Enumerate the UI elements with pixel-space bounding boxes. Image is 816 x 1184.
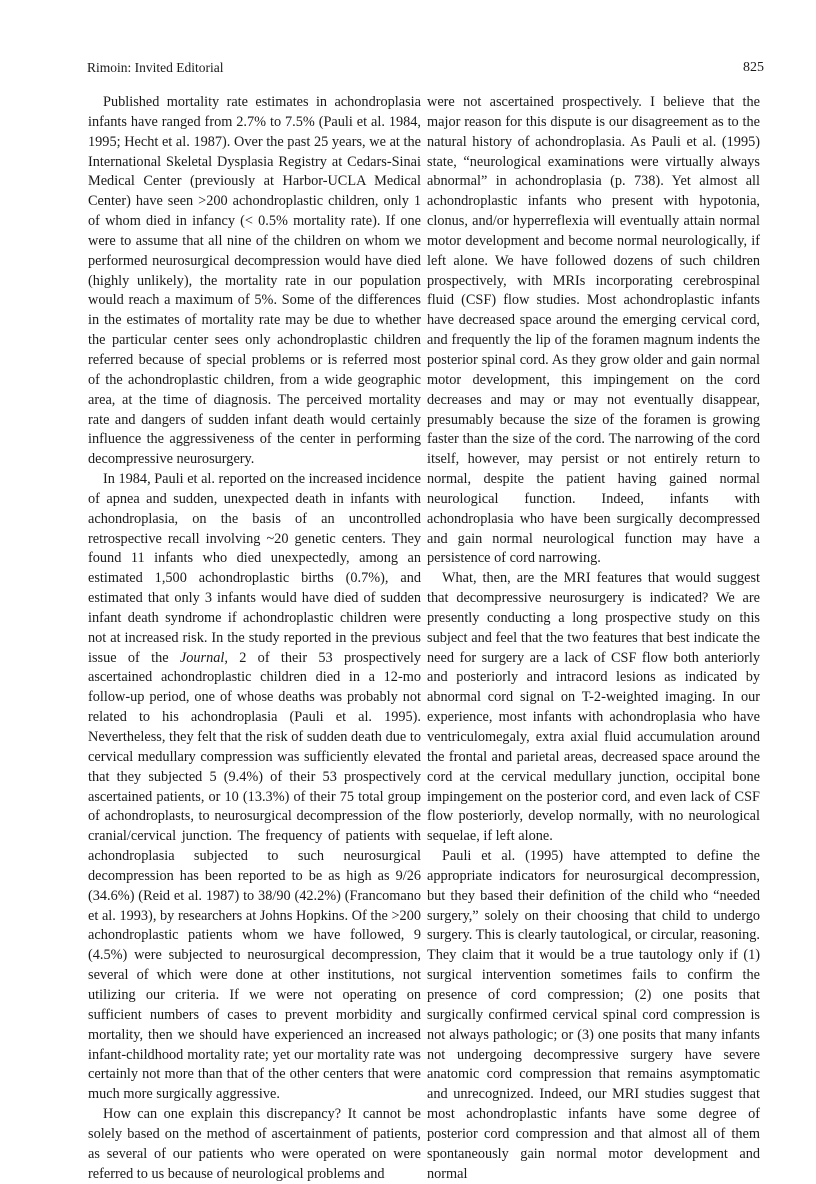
paragraph-mortality-estimates: Published mortality rate estimates in achondroplasia infants have ranged from 2.7% to 7.5% (Pauli et al. 1984, 1995; Hecht et al. 1987). Over the past 25 years, we at the International Skeletal Dysplasia Registry at Cedars-Sinai Medical Center (previously at Harbor-UCLA Medical Center) have seen >200 achondroplastic children, only 1 of whom died in infancy (< 0.5% mortality rate). If one were to assume that all nine of the children on whom we performed neurosurgical decompression would have died (highly unlikely), the mortality rate in our population would reach a maximum of 5%. Some of the differences in the estimates of mortality rate may be due to whether the particular center sees only achondroplastic children referred because of special problems or is referred most of the achondroplastic children, from a wide geographic area, at the time of diagnosis. The perceived mortality rate and dangers of sudden infant death would certainly influence the aggressiveness of the center in performing decompressive neurosurgery. (88, 94, 421, 468)
paragraph-mri-features: What, then, are the MRI features that would suggest that decompressive neurosurgery is indicated? We are presently conducting a long prospective study on this subject and feel that the two features that best indicate the need for surgery are a lack of CSF flow both anteriorly and posteriorly and intracord lesions as indicated by abnormal cord signal on T-2-weighted imaging. In our experience, most infants with achondroplasia who have ventriculomegaly, extra axial fluid accumulation around the frontal and parietal areas, decreased space around the cord at the cervical medullary junction, occipital bone impingement on the posterior cord, and even lack of CSF flow posteriorly, develop normally, with no neurological sequelae, if left alone. (427, 570, 760, 845)
paragraph-tautology: Pauli et al. (1995) have attempted to define the appropriate indicators for neurosurgical decompression, but they based their definition of the child who “needed surgery,” solely on their choosing that child to undergo surgery. This is clearly tautological, or circular, reasoning. They claim that it would be a true tautology only if (1) surgical intervention sometimes fails to confirm the presence of cord compression; (2) one posits that surgically confirmed cervical spinal cord compression is not always pathologic; or (3) one posits that many infants not undergoing decompressive surgery have severe anatomic cord compression that remains asymptomatic and unrecognized. Indeed, our MRI studies suggest that most achondroplastic infants have some degree of posterior cord compression and that almost all of them spontaneously gain normal motor development and normal (427, 848, 760, 1182)
paragraph-pauli-1984 (88, 470, 421, 1105)
left-column (88, 93, 421, 1184)
journal-italic: Journal, (179, 649, 228, 666)
page-number: 825 (743, 60, 764, 75)
running-head: Rimoin: Invited Editorial (87, 60, 224, 75)
paragraph-text: In 1984, Pauli et al. reported on the increased incidence of apnea and sudden, unexpected death in infants with achondroplasia, on the basis of an uncontrolled retrospective recall involving ~20 genetic centers. They found 11 infants who died unexpectedly, among an estimated 1,500 achondroplastic births (0.7%), and estimated that only 3 infants would have died of sudden infant death syndrome if achondroplastic children were not at increased risk. In the study reported in the previous issue of the (88, 471, 421, 666)
paragraph-discrepancy: How can one explain this discrepancy? It cannot be solely based on the method of ascertainment of patients, as several of our patients who were operated on were referred to us because of neurological problems and (88, 1106, 421, 1182)
right-column (427, 93, 760, 1184)
paragraph-text: 2 of their 53 prospectively ascertained achondroplastic children died in a 12-mo follow-up period, one of whose deaths was probably not related to his achondroplasia (Pauli et al. 1995). Nevertheless, they felt that the risk of sudden death due to cervical medullary compression was sufficiently elevated that they subjected 5 (9.4%) of their 53 prospectively ascertained patients, or 10 (13.3%) of their 75 total group of achondroplasts, to neurosurgical decompression of the cranial/cervical junction. The frequency of patients with achondroplasia subjected to such neurosurgical decompression has been reported to be as high as 9/26 (34.6%) (Reid et al. 1987) to 38/90 (42.2%) (Francomano et al. 1993), by researchers at Johns Hopkins. Of the >200 achondroplastic patients whom we have followed, 9 (4.5%) were subjected to neurosurgical decompression, several of which were done at other institutions, not utilizing our criteria. If we were not operating on sufficient numbers of cases to prevent morbidity and mortality, then we should have experienced an increased infant-childhood mortality rate; yet our mortality rate was certainly not more than that of the other centers that were much more surgically aggressive. (88, 649, 421, 1103)
paragraph-natural-history: were not ascertained prospectively. I believe that the major reason for this dispute is our disagreement as to the natural history of achondroplasia. As Pauli et al. (1995) state, “neurological examinations were virtually always abnormal” in achondroplasia (p. 738). Yet almost all achondroplastic infants who present with hypotonia, clonus, and/or hyperreflexia will eventually attain normal motor development and become normal neurologically, if left alone. We have followed dozens of such children prospectively, with MRIs incorporating cerebrospinal fluid (CSF) flow studies. Most achondroplastic infants have decreased space around the emerging cervical cord, and frequently the lip of the foramen magnum indents the posterior spinal cord. As they grow older and gain normal motor development, this impingement on the cord decreases and may or may not eventually disappear, presumably because the size of the foramen is growing faster than the size of the cord. The narrowing of the cord itself, however, may persist or not entirely return to normal, despite the patient having gained normal neurological function. Indeed, infants with achondroplasia who have been surgically decompressed and gain normal neurological function may have a persistence of cord narrowing. (427, 94, 760, 567)
